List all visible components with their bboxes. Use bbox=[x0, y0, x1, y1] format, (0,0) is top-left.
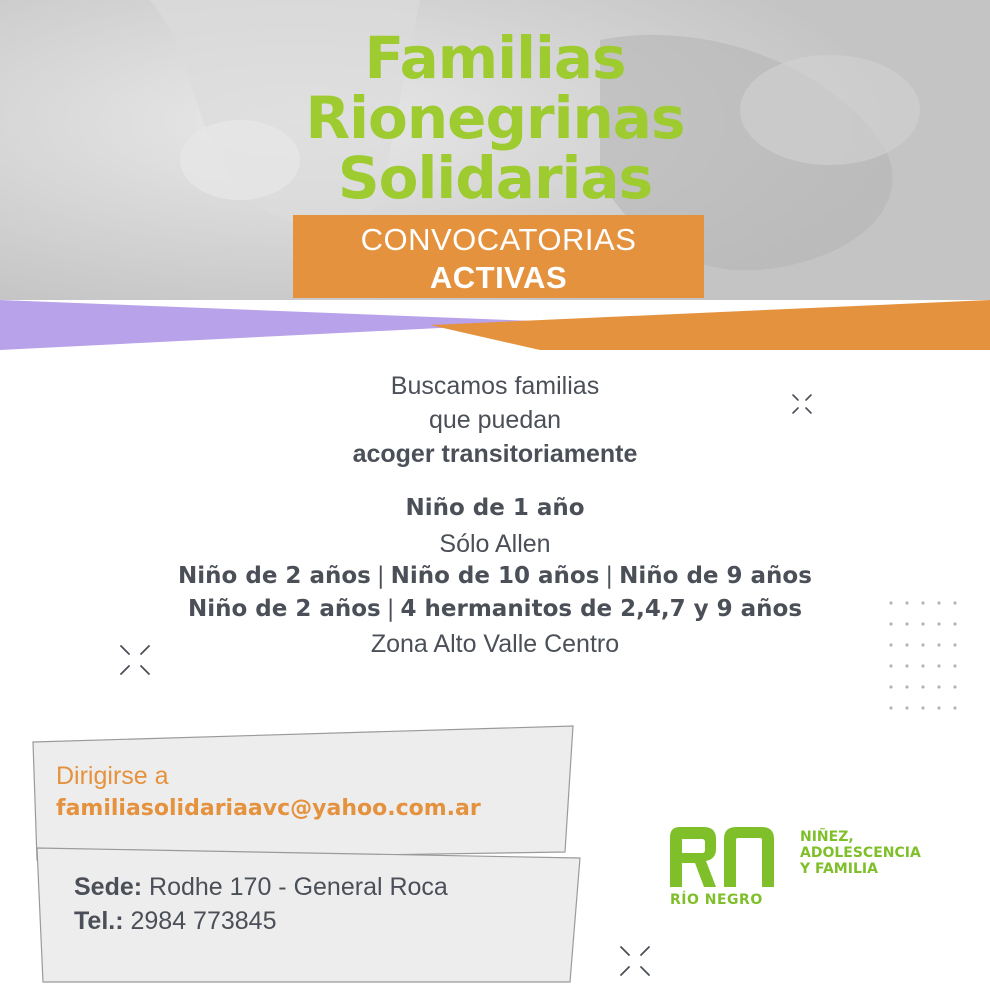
telephone bbox=[74, 907, 276, 936]
tel-value[interactable]: 2984 773845 bbox=[123, 907, 277, 935]
sede-address bbox=[74, 873, 448, 902]
title-line-3: Solidarias bbox=[337, 144, 653, 212]
rn-logo-icon bbox=[668, 825, 778, 889]
case-item: Niño de 2 años bbox=[187, 596, 381, 622]
case-item: Niño de 2 años bbox=[178, 563, 371, 589]
contact-email[interactable]: familiasolidariaavc@yahoo.com.ar bbox=[56, 796, 481, 821]
case-1: Niño de 1 año bbox=[405, 495, 585, 521]
sede-label: Sede: bbox=[74, 873, 143, 901]
zone-text: Zona Alto Valle Centro bbox=[370, 630, 620, 658]
case-item: Niño de 10 años bbox=[390, 563, 600, 589]
title-line-1: Familias bbox=[364, 24, 626, 92]
hero-title bbox=[0, 24, 990, 212]
convocatorias-banner bbox=[293, 215, 704, 298]
rio-negro-logo bbox=[668, 825, 968, 915]
cases-row-3 bbox=[0, 596, 990, 622]
intro-line-3: acoger transitoriamente bbox=[352, 440, 638, 468]
intro-line-1: Buscamos familias bbox=[390, 372, 600, 400]
title-line-2: Rionegrinas bbox=[305, 84, 685, 152]
intro-line-2: que puedan bbox=[428, 406, 562, 434]
sparkle-icon bbox=[790, 392, 814, 416]
separator: | bbox=[605, 563, 614, 589]
case-item: Niño de 9 años bbox=[619, 563, 812, 589]
logo-org-line: Y FAMILIA bbox=[800, 861, 878, 877]
logo-org-line: NIÑEZ, bbox=[800, 829, 854, 845]
cases-row-2 bbox=[0, 563, 990, 589]
sparkle-icon bbox=[118, 643, 152, 677]
hero-section bbox=[0, 0, 990, 350]
sede-value: Rodhe 170 - General Roca bbox=[142, 873, 448, 901]
contact-prompt: Dirigirse a bbox=[56, 762, 169, 790]
logo-province: RÍO NEGRO bbox=[670, 892, 763, 908]
tel-label: Tel.: bbox=[74, 907, 124, 935]
contact-panel-bg bbox=[25, 720, 605, 990]
banner-line-1: CONVOCATORIAS bbox=[360, 222, 637, 257]
sparkle-icon bbox=[618, 944, 652, 978]
banner-line-2: ACTIVAS bbox=[429, 260, 568, 295]
dot-grid-decoration bbox=[888, 600, 958, 712]
logo-org-name bbox=[800, 829, 921, 877]
case-item: 4 hermanitos de 2,4,7 y 9 años bbox=[400, 596, 803, 622]
separator: | bbox=[376, 563, 385, 589]
case-1-note: Sólo Allen bbox=[439, 530, 551, 558]
logo-org-line: ADOLESCENCIA bbox=[800, 845, 921, 861]
separator: | bbox=[386, 596, 395, 622]
